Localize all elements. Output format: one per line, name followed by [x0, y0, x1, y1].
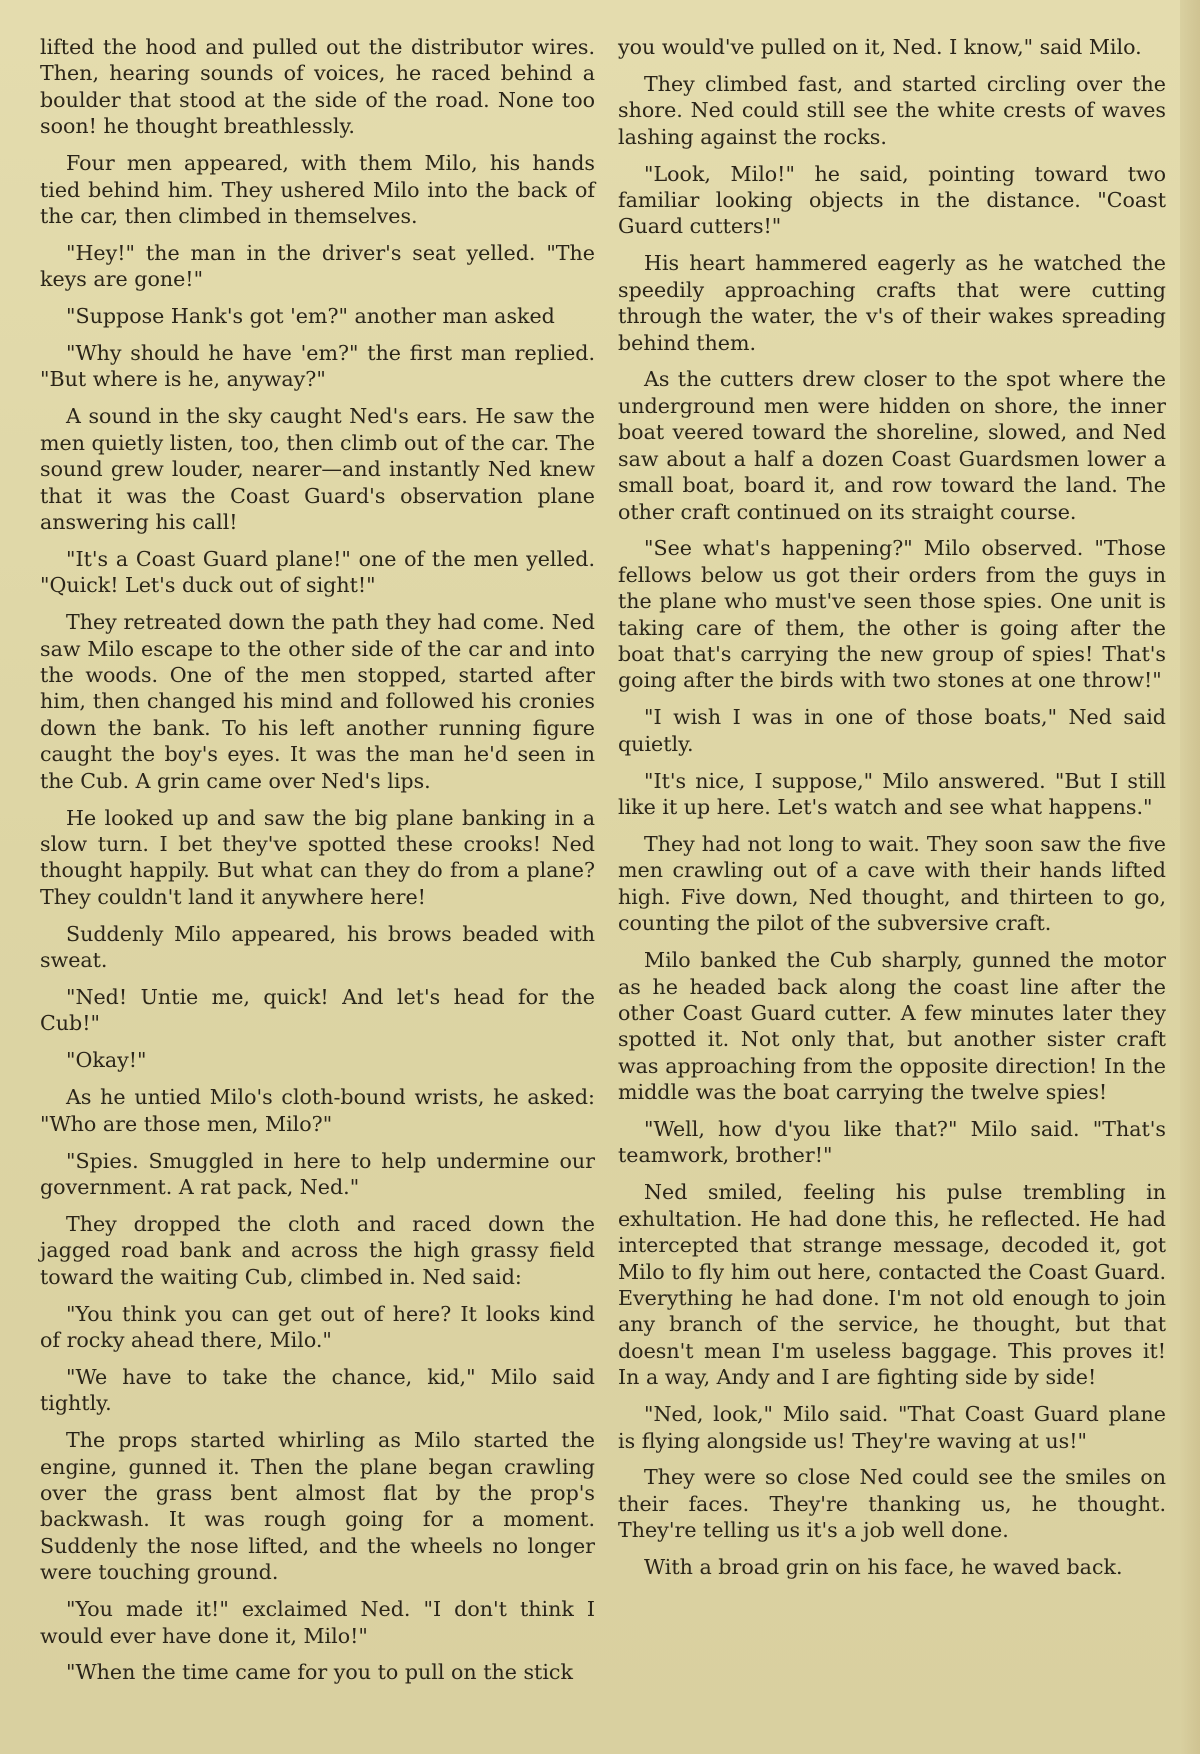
- paragraph: "Suppose Hank's got 'em?" another man asked: [66, 304, 555, 329]
- page-edge: [1180, 0, 1200, 1754]
- paragraph: "See what's happening?" Milo observed. "Those fellows below us got their orders from the guys in the plane who must've seen those spies. One unit is taking care of them, the other is going after the boat that's carrying the new group of spies! That's going after the birds with two stones at one throw!": [618, 536, 1166, 693]
- paragraph: "Ned, look," Milo said. "That Coast Guard plane is flying alongside us! They're waving at us!": [618, 1402, 1166, 1453]
- paragraph: "Why should he have 'em?" the first man replied. "But where is he, anyway?": [40, 341, 595, 392]
- paragraph: "You made it!" exclaimed Ned. "I don't think I would ever have done it, Milo!": [40, 1597, 595, 1648]
- paragraph: They were so close Ned could see the smiles on their faces. They're thanking us, he thought. They're telling us it's a job well done.: [618, 1465, 1166, 1543]
- paragraph: "Spies. Smuggled in here to help undermine our government. A rat pack, Ned.": [40, 1148, 595, 1199]
- paragraph: As he untied Milo's cloth-bound wrists, he asked: "Who are those men, Milo?": [40, 1085, 595, 1136]
- paragraph: They retreated down the path they had come. Ned saw Milo escape to the other side of the car and into the woods. One of the men stopped, started after him, then changed his mind and followed his cronies down the bank. To his left another running figure caught the boy's eyes. It was the man he'd seen in the Cub. A grin came over Ned's lips.: [40, 610, 595, 793]
- paragraph: His heart hammered eagerly as he watched the speedily approaching crafts that were cutting through the water, the v's of their wakes spreading behind them.: [618, 251, 1166, 355]
- paragraph: "Ned! Untie me, quick! And let's head for the Cub!": [40, 985, 595, 1036]
- paragraph: Milo banked the Cub sharply, gunned the motor as he headed back along the coast line after the other Coast Guard cutter. A few minutes later they spotted it. Not only that, but another sister craft was approaching from the opposite direction! In the middle was the boat carrying the twelve spies!: [618, 948, 1166, 1105]
- paragraph: "I wish I was in one of those boats," Ned said quietly.: [618, 705, 1166, 756]
- paragraph: "Hey!" the man in the driver's seat yelled. "The keys are gone!": [40, 240, 595, 292]
- paragraph: "We have to take the chance, kid," Milo said tightly.: [40, 1364, 595, 1416]
- paragraph: He looked up and saw the big plane banking in a slow turn. I bet they've spotted these crooks! Ned thought happily. But what can they do from a plane? They couldn't land it anywhere here!: [40, 805, 595, 909]
- right-column: [618, 34, 1166, 1591]
- paragraph: They had not long to wait. They soon saw the five men crawling out of a cave with their hands lifted high. Five down, Ned thought, and thirteen to go, counting the pilot of the subversive craft.: [618, 831, 1166, 936]
- paragraph: lifted the hood and pulled out the distributor wires. Then, hearing sounds of voices, he raced behind a boulder that stood at the side of the road. None too soon! he thought breathlessly.: [40, 35, 595, 139]
- paragraph: The props started whirling as Milo started the engine, gunned it. Then the plane began crawling over the grass bent almost flat by the prop's backwash. It was rough going for a moment. Suddenly the nose lifted, and the wheels no longer were touching ground.: [40, 1428, 595, 1585]
- paragraph: They climbed fast, and started circling over the shore. Ned could still see the white crests of waves lashing against the rocks.: [618, 71, 1166, 149]
- paragraph: "Look, Milo!" he said, pointing toward two familiar looking objects in the distance. "Coast Guard cutters!": [618, 161, 1166, 239]
- paragraph: Four men appeared, with them Milo, his hands tied behind him. They ushered Milo into the back of the car, then climbed in themselves.: [40, 151, 595, 228]
- paragraph: They dropped the cloth and raced down the jagged road bank and across the high grassy field toward the waiting Cub, climbed in. Ned said:: [40, 1211, 595, 1289]
- paragraph: "It's a Coast Guard plane!" one of the men yelled. "Quick! Let's duck out of sight!": [40, 546, 595, 598]
- paragraph: As the cutters drew closer to the spot where the underground men were hidden on shore, the inner boat veered toward the shoreline, slowed, and Ned saw about a half a dozen Coast Guardsmen lower a small boat, board it, and row toward the land. The other craft continued on its straight course.: [618, 367, 1166, 524]
- paragraph: Suddenly Milo appeared, his brows beaded with sweat.: [40, 921, 595, 973]
- paragraph: Ned smiled, feeling his pulse trembling in exhultation. He had done this, he reflected. He had intercepted that strange message, decoded it, got Milo to fly him out here, contacted the Coast Guard. Everything he had done. I'm not old enough to join any branch of the service, he thought, but that doesn't mean I'm useless baggage. This proves it! In a way, Andy and I are fighting side by side!: [618, 1180, 1166, 1390]
- left-column: [40, 34, 595, 1696]
- paragraph: "Okay!": [66, 1048, 147, 1073]
- paragraph: "Well, how d'you like that?" Milo said. "That's teamwork, brother!": [618, 1117, 1166, 1168]
- paragraph: "When the time came for you to pull on the stick: [66, 1660, 573, 1685]
- paragraph: "You think you can get out of here? It looks kind of rocky ahead there, Milo.": [40, 1301, 595, 1352]
- paragraph: "It's nice, I suppose," Milo answered. "But I still like it up here. Let's watch and see what happens.": [618, 768, 1166, 820]
- paragraph: With a broad grin on his face, he waved back.: [644, 1555, 1123, 1580]
- paragraph: A sound in the sky caught Ned's ears. He saw the men quietly listen, too, then climb out of the car. The sound grew louder, nearer—and instantly Ned knew that it was the Coast Guard's observation plane answering his call!: [40, 404, 596, 534]
- paragraph: you would've pulled on it, Ned. I know," said Milo.: [618, 35, 1142, 59]
